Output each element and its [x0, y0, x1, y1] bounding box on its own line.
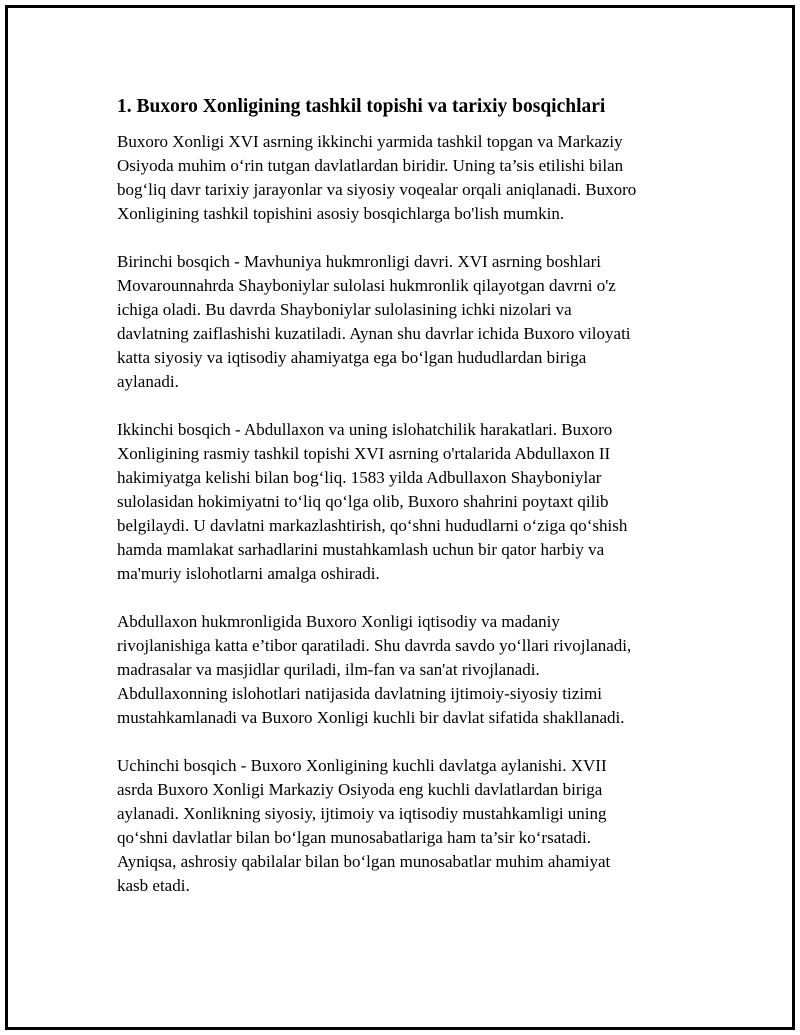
paragraph-abdullaxon-reign: Abdullaxon hukmronligida Buxoro Xonligi iqtisodiy va madaniy rivojlanishiga katta e’tibor qaratiladi. Shu davrda savdo yo‘llari rivojlanadi, madrasalar va masjidlar quriladi, ilm-fan va san'at rivojlanadi. Abdullaxonning islohotlari natijasida davlatning ijtimoiy-siyosiy tizimi mustahkamlanadi va Buxoro Xonligi kuchli bir davlat sifatida shakllanadi. [117, 612, 632, 727]
paragraph-third-stage: Uchinchi bosqich - Buxoro Xonligining kuchli davlatga aylanishi. XVII asrda Buxoro Xonligi Markaziy Osiyoda eng kuchli davlatlardan biriga aylanadi. Xonlikning siyosiy, ijtimoiy va iqtisodiy mustahkamligi uning qo‘shni davlatlar bilan bo‘lgan munosabatlariga ham ta’sir ko‘rsatadi. Ayniqsa, ashrosiy qabilalar bilan bo‘lgan munosabatlar muhim ahamiyat kasb etadi. [117, 756, 611, 895]
document-body [117, 94, 687, 922]
paragraph-second-stage: Ikkinchi bosqich - Abdullaxon va uning islohatchilik harakatlari. Buxoro Xonligining rasmiy tashkil topishi XVI asrning o'rtalarida Abdullaxon II hakimiyatga kelishi bilan bog‘liq. 1583 yilda Adbullaxon Shayboniylar sulolasidan hokimiyatni to‘liq qo‘lga olib, Buxoro shahrini poytaxt qilib belgilaydi. U davlatni markazlashtirish, qo‘shni hududlarni o‘ziga qo‘shish hamda mamlakat sarhadlarini mustahkamlash uchun bir qator harbiy va ma'muriy islohotlarni amalga oshiradi. [117, 420, 628, 583]
paragraph-first-stage: Birinchi bosqich - Mavhuniya hukmronligi davri. XVI asrning boshlari Movarounnahrda Shayboniylar sulolasi hukmronlik qilayotgan davrni o'z ichiga oladi. Bu davrda Shayboniylar sulolasining ichki nizolari va davlatning zaiflashishi kuzatiladi. Aynan shu davrlar ichida Buxoro viloyati katta siyosiy va iqtisodiy ahamiyatga ega bo‘lgan hududlardan biriga aylanadi. [117, 252, 631, 391]
paragraph-intro: Buxoro Xonligi XVI asrning ikkinchi yarmida tashkil topgan va Markaziy Osiyoda muhim o‘rin tutgan davlatlardan biridir. Uning ta’sis etilishi bilan bog‘liq davr tarixiy jarayonlar va siyosiy voqealar orqali aniqlanadi. Buxoro Xonligining tashkil topishini asosiy bosqichlarga bo'lish mumkin. [117, 132, 637, 223]
document-title: 1. Buxoro Xonligining tashkil topishi va tarixiy bosqichlari [117, 96, 606, 117]
